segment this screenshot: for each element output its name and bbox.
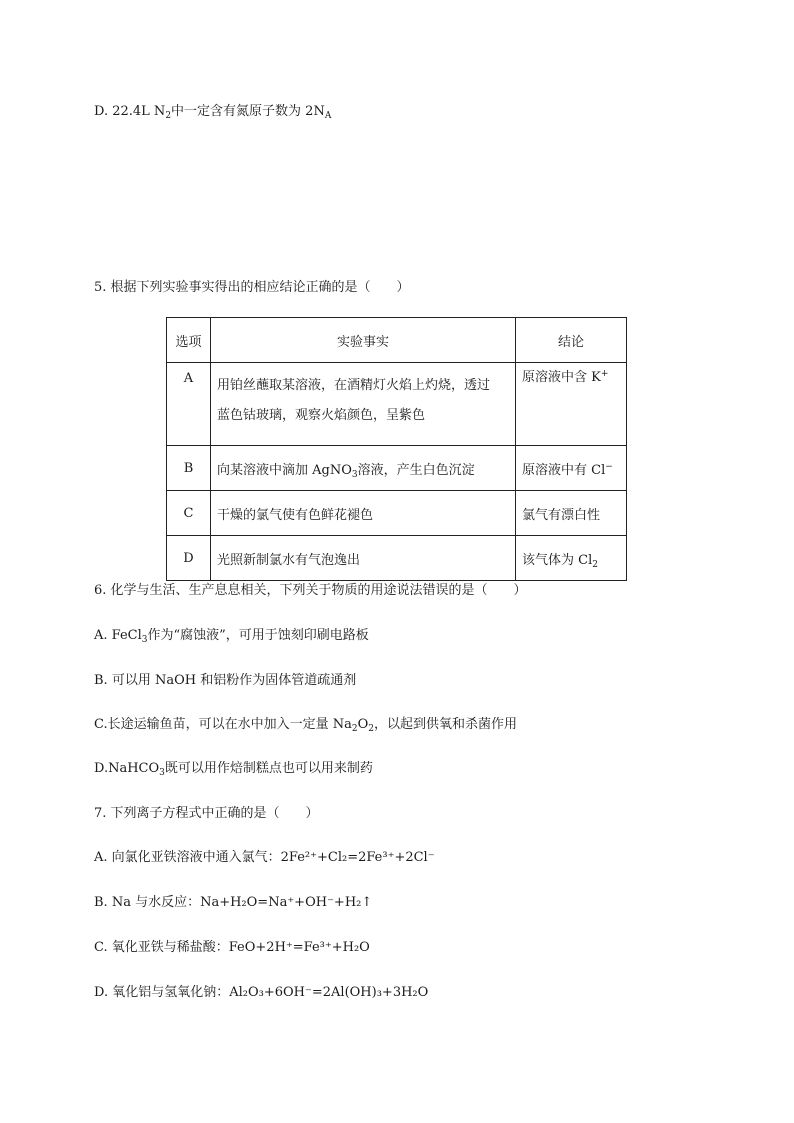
conclusion-sup: + xyxy=(600,369,609,379)
q4-option-d: D. 22.4L $N_2$中一定含有氮原子数为 $2N_A$ xyxy=(94,104,332,121)
fact-text: 向某溶液中滴加 AgNO xyxy=(217,462,352,478)
row-conclusion xyxy=(516,363,627,446)
conclusion-text: 原溶液中有 Cl xyxy=(522,462,606,478)
row-option: A xyxy=(167,363,211,446)
fact-line: 蓝色钴玻璃，观察火焰颜色，呈紫色 xyxy=(217,408,426,423)
table-row xyxy=(167,363,627,446)
table-header-row xyxy=(167,318,627,363)
header-fact: 实验事实 xyxy=(211,318,516,363)
q6-stem: 6. 化学与生活、生产息息相关，下列关于物质的用途说法错误的是（ ） xyxy=(94,583,527,598)
header-option: 选项 xyxy=(167,318,211,363)
row-conclusion: 氯气有漂白性 xyxy=(516,491,627,536)
row-option: D xyxy=(167,536,211,581)
row-fact: 光照新制氯水有气泡逸出 xyxy=(211,536,516,581)
conclusion-text: 原溶液中含 K xyxy=(522,370,601,385)
row-fact xyxy=(211,446,516,491)
table-row xyxy=(167,491,627,536)
q7-stem: 7. 下列离子方程式中正确的是（ ） xyxy=(94,806,319,821)
q6-option-d: D.NaHCO$_3$既可以用作焙制糕点也可以用来制药 xyxy=(94,761,373,778)
fact-sub: 3 xyxy=(351,469,358,480)
row-option: C xyxy=(167,491,211,536)
q7-option-d: D. 氧化铝与氢氧化钠：Al₂O₃+6OH⁻=2Al(OH)₃+3H₂O xyxy=(94,985,429,1000)
q7-option-b: B. Na 与水反应：Na+H₂O=Na⁺+OH⁻+H₂↑ xyxy=(94,895,373,910)
q6-option-b: B. 可以用 NaOH 和铝粉作为固体管道疏通剂 xyxy=(94,673,357,688)
q5-table xyxy=(166,317,627,581)
fact-line: 用铂丝蘸取某溶液，在酒精灯火焰上灼烧，透过 xyxy=(217,378,491,393)
fact-text: 溶液，产生白色沉淀 xyxy=(357,462,475,478)
table-row xyxy=(167,446,627,491)
conclusion-sup: − xyxy=(605,461,613,472)
q7-option-a: A. 向氯化亚铁溶液中通入氯气：2Fe²⁺+Cl₂=2Fe³⁺+2Cl⁻ xyxy=(94,850,435,865)
row-conclusion xyxy=(516,446,627,491)
table-row xyxy=(167,536,627,581)
q6-option-c: C.长途运输鱼苗，可以在水中加入一定量 $Na_2O_2$，以起到供氧和杀菌作用 xyxy=(94,717,518,734)
header-conclusion: 结论 xyxy=(516,318,627,363)
conclusion-sub: 2 xyxy=(592,559,598,570)
q6-option-a: A. FeCl$_3$作为“腐蚀液”，可用于蚀刻印刷电路板 xyxy=(94,628,369,645)
q7-option-c: C. 氧化亚铁与稀盐酸：FeO+2H⁺=Fe³⁺+H₂O xyxy=(94,940,370,955)
q5-stem: 5. 根据下列实验事实得出的相应结论正确的是（ ） xyxy=(94,280,410,295)
row-option: B xyxy=(167,446,211,491)
conclusion-text: 该气体为 Cl xyxy=(522,552,593,568)
row-fact xyxy=(211,363,516,446)
row-conclusion xyxy=(516,536,627,581)
row-fact: 干燥的氯气使有色鲜花褪色 xyxy=(211,491,516,536)
